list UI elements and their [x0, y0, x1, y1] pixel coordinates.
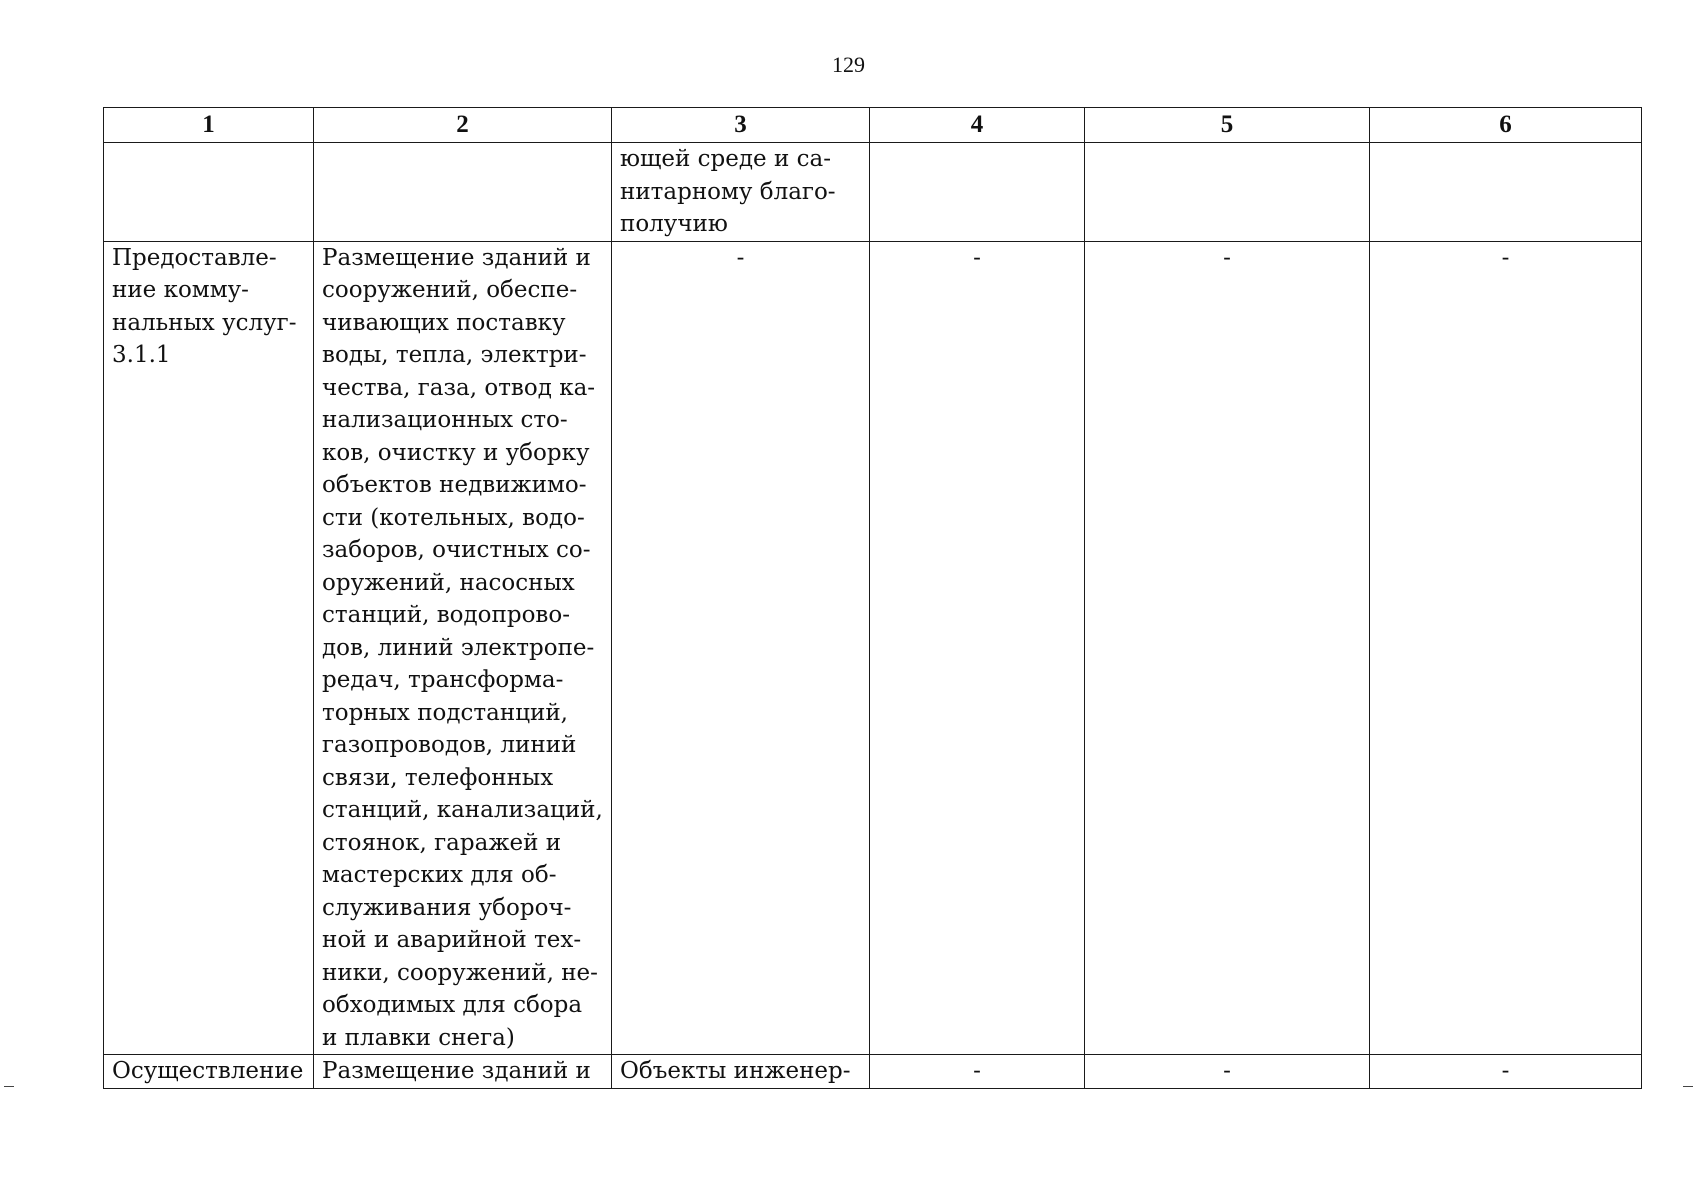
column-header-2: 2 [314, 108, 612, 143]
table-row [104, 241, 1642, 1055]
data-table [103, 107, 1642, 1089]
table-cell: Предоставле- ние комму- нальных услуг- 3.1.1 [104, 241, 314, 1055]
scan-edge-mark-right [1683, 1086, 1693, 1087]
table-cell: ющей среде и са- нитарному благо- получию [612, 143, 870, 242]
table-cell [314, 143, 612, 242]
column-header-5: 5 [1085, 108, 1370, 143]
table-cell: Размещение зданий и [314, 1055, 612, 1089]
table-cell: - [1370, 1055, 1642, 1089]
column-header-4: 4 [870, 108, 1085, 143]
table-cell: - [1085, 1055, 1370, 1089]
table-header-row [104, 108, 1642, 143]
page-number: 129 [832, 52, 865, 77]
table-cell: - [870, 1055, 1085, 1089]
table-cell: - [612, 241, 870, 1055]
table-row [104, 143, 1642, 242]
column-header-3: 3 [612, 108, 870, 143]
table-cell: - [1085, 241, 1370, 1055]
table-cell: Размещение зданий и сооружений, обеспе- чивающих поставку воды, тепла, электри- чества, газа, отвод ка- нализационных сто- ков, очистку и уборку объектов недвижимо- сти (котельных, водо- заборов, очистных со- оружений, насосных станций, водопрово- дов, линий электропе- редач, трансформа- торных подстанций, газопроводов, линий связи, телефонных станций, канализаций, стоянок, гаражей и мастерских для об- служивания убороч- ной и аварийной тех- ники, сооружений, не- обходимых для сбора и плавки снега) [314, 241, 612, 1055]
table-cell [104, 143, 314, 242]
column-header-1: 1 [104, 108, 314, 143]
table-cell [870, 143, 1085, 242]
table-cell: Осуществление [104, 1055, 314, 1089]
scan-edge-mark-left [4, 1086, 14, 1087]
table-cell [1370, 143, 1642, 242]
table-cell [1085, 143, 1370, 242]
table-cell: - [1370, 241, 1642, 1055]
column-header-6: 6 [1370, 108, 1642, 143]
table-cell: Объекты инженер- [612, 1055, 870, 1089]
table-row [104, 1055, 1642, 1089]
table-cell: - [870, 241, 1085, 1055]
